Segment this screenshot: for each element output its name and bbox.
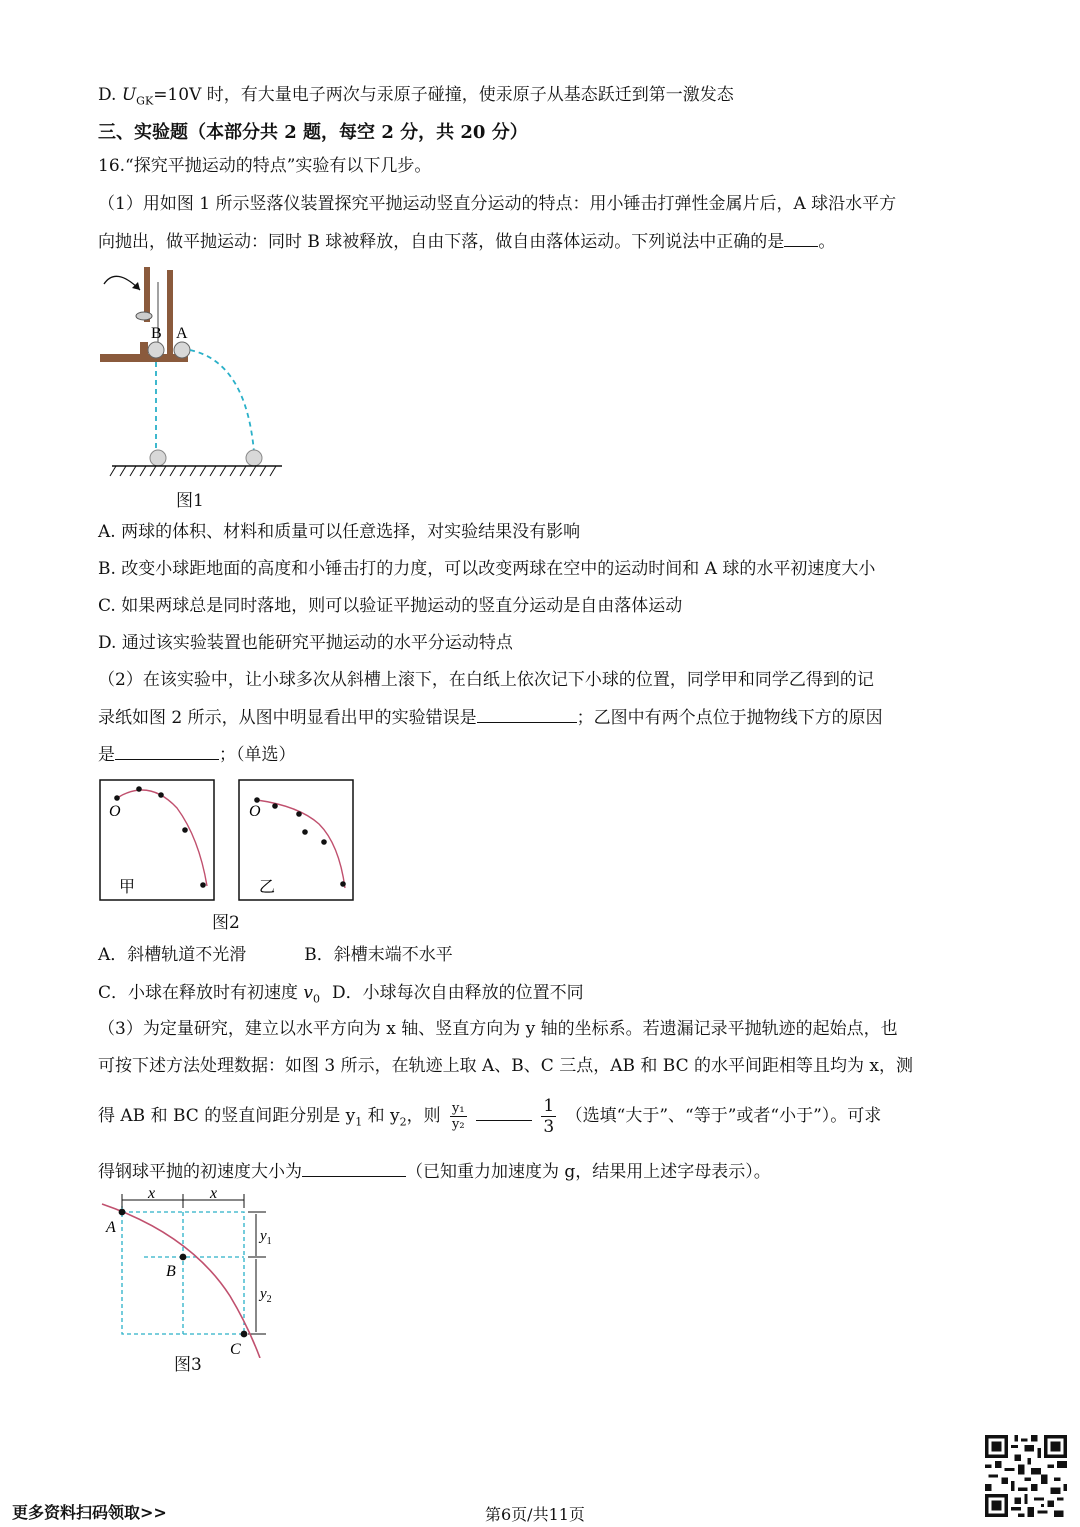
q16-2-option-c-v: v [303,983,314,1003]
label-yi: 乙 [259,877,276,896]
point-b-label: B [166,1263,176,1280]
q16-2-line-b-text2: ；乙图中有两个点位于抛物线下方的原因 [576,708,883,728]
q16-2-line-c-text2: ；（单选） [219,745,296,765]
q16-1-option-c: C. 如果两球总是同时落地，则可以验证平抛运动的竖直分运动是自由落体运动 [98,596,683,616]
q16-2-line-a: （2）在该实验中，让小球多次从斜槽上滚下，在白纸上依次记下小球的位置，同学甲和同学乙得到的记 [98,670,874,690]
q16-2-line-b-text1: 录纸如图 2 所示，从图中明显看出甲的实验错误是 [98,708,477,728]
ball-b-icon [148,342,164,358]
q16-3-line-d-text1: 得钢球平抛的初速度大小为 [98,1162,302,1182]
hammer-head-icon [136,312,152,320]
q16-3-line-c-text2: 和 y [362,1106,400,1126]
q16-1-line-b [98,230,835,253]
q16-3-line-c-text1: 得 AB 和 BC 的竖直间距分别是 y [98,1106,356,1126]
x-spacing-arrows [122,1194,244,1208]
q16-3-line-a: （3）为定量研究，建立以水平方向为 x 轴、竖直方向为 y 轴的坐标系。若遗漏记录平抛轨迹的起始点，也 [98,1019,898,1039]
y1-label: $y_1$ [260,1228,272,1247]
ground-hatching [110,466,276,476]
section-heading: 三、实验题（本部分共 2 题，每空 2 分，共 20 分） [98,122,528,143]
figure-1-caption: 图1 [176,491,204,511]
figure-2-caption: 图2 [212,913,240,933]
ratio-num: y₁ [452,1101,465,1116]
ratio-den: y₂ [452,1117,465,1132]
origin-label-yi: O [249,803,261,820]
option-d-text: =10V 时，有大量电子两次与汞原子碰撞，使汞原子从基态跃迁到第一激发态 [153,85,734,105]
prev-option-d [98,84,734,112]
q16-1-option-b: B. 改变小球距地面的高度和小锤击打的力度，可以改变两球在空中的运动时间和 A 球的水平初速度大小 [98,559,876,579]
label-jia: 甲 [119,877,136,896]
q16-1-line-b-text: 向抛出，做平抛运动：同时 B 球被释放，自由下落，做自由落体运动。下列说法中正确的是 [98,232,785,252]
q16-intro: 16.“探究平抛运动的特点”实验有以下几步。 [98,156,432,176]
one-third-fraction [541,1096,556,1137]
q16-2-line-c-text1: 是 [98,745,115,765]
q16-2-option-a: A．斜槽轨道不光滑 [98,945,247,965]
answer-blank-2[interactable] [477,706,577,723]
q16-2-line-b [98,706,883,729]
q16-2-option-c: C．小球在释放时有初速度 [98,983,304,1003]
option-d-u: U [121,85,137,105]
x-label-1: x [148,1186,156,1202]
q16-2-option-d: D．小球每次自由释放的位置不同 [332,983,584,1003]
point-a-label: A [106,1219,116,1236]
q16-1-option-d: D. 通过该实验装置也能研究平抛运动的水平分运动特点 [98,633,513,653]
q16-3-sub2: 2 [399,1115,407,1129]
stand-block [140,342,148,356]
landed-ball-b-icon [150,450,166,466]
footer-promo-link[interactable]: 更多资料扫码领取>> [12,1503,167,1522]
q16-1-line-b-end: 。 [818,232,836,252]
option-d-prefix: D. [98,85,122,105]
q16-2-option-b: B．斜槽末端不水平 [304,945,453,965]
projectile-path [190,350,254,452]
point-c-label: C [230,1341,241,1358]
answer-blank-5[interactable] [302,1160,406,1177]
q16-3-line-c [98,1094,881,1144]
q16-3-line-d-text2: （已知重力加速度为 g，结果用上述字母表示）。 [406,1162,771,1182]
q16-2-option-c-sub: 0 [313,992,321,1006]
q16-2-options-ab [98,944,453,966]
page-number: 第6页/共11页 [485,1505,585,1524]
label-b: B [151,325,162,342]
trajectory-curve [102,1204,260,1358]
grid-dashed [122,1206,244,1334]
answer-blank-3[interactable] [115,743,219,760]
x-label-2: x [210,1186,218,1202]
label-a: A [176,325,188,342]
frame-post [167,270,173,358]
q16-1-line-a: （1）用如图 1 所示竖落仪装置探究平抛运动竖直分运动的特点：用小锤击打弹性金属片后，A 球沿水平方 [98,194,897,214]
landed-ball-a-icon [246,450,262,466]
q16-1-option-a: A. 两球的体积、材料和质量可以任意选择，对实验结果没有影响 [98,522,581,542]
figure-1-drawing [98,262,288,484]
q16-3-line-b: 可按下述方法处理数据：如图 3 所示，在轨迹上取 A、B、C 三点，AB 和 BC 的水平间距相等且均为 x，测 [98,1056,913,1076]
y2-label: $y_2$ [260,1286,272,1305]
q16-3-sub1: 1 [355,1115,363,1129]
option-d-sub: GK [136,94,154,108]
figure-2-drawing [99,778,357,904]
q16-2-line-c [98,743,296,766]
q16-3-line-c-text3: ，则 [406,1106,441,1126]
q16-3-line-c-text4: （选填“大于”、“等于”或者“小于”）。可求 [565,1106,882,1126]
ball-a-icon [174,342,190,358]
figure-3-caption: 图3 [174,1355,202,1375]
origin-label-jia: O [109,803,121,820]
answer-blank-1[interactable] [784,230,818,247]
answer-blank-4[interactable] [476,1104,532,1121]
one-third-den: 3 [543,1117,555,1137]
q16-3-line-d [98,1160,771,1183]
qr-code-icon[interactable] [985,1435,1067,1517]
one-third-num: 1 [543,1096,555,1116]
q16-2-options-cd [98,982,584,1010]
figure-3-drawing [100,1186,290,1358]
ratio-fraction [450,1101,467,1132]
